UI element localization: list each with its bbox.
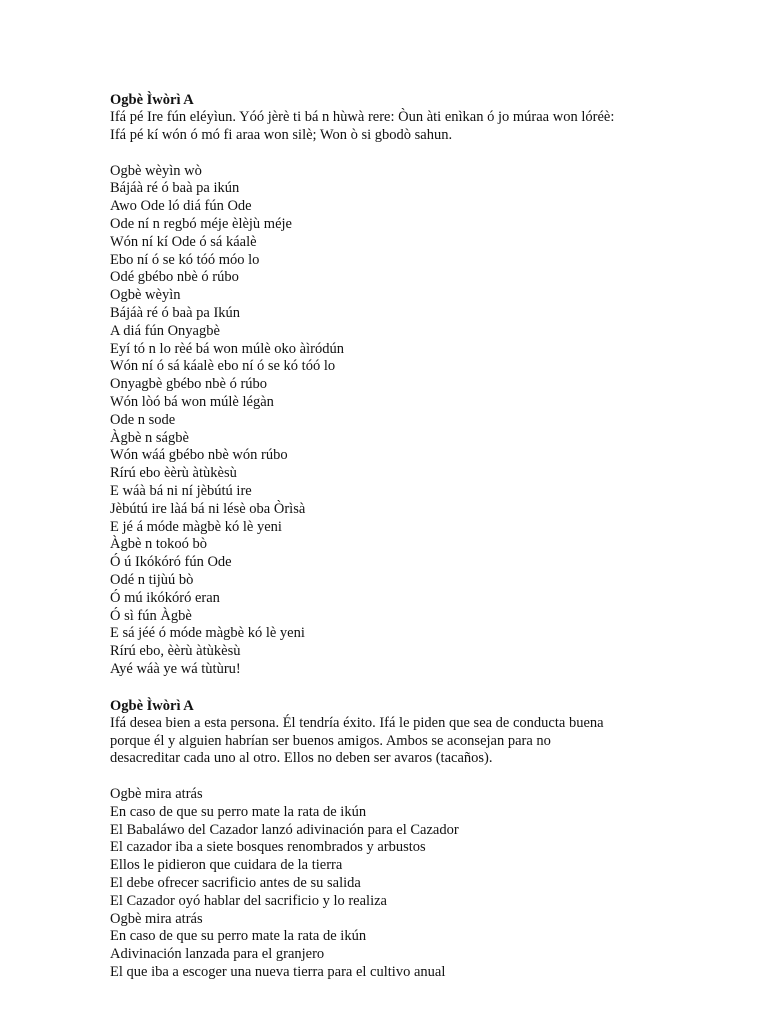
- section-yoruba: [110, 91, 760, 679]
- intro-line: porque él y alguien habrían ser buenos amigos. Ambos se aconsejan para no: [110, 732, 551, 749]
- verse-line: E jé á móde màgbè kó lè yeni: [110, 518, 282, 535]
- verse-line: Jèbútú ire làá bá ni lésè oba Òrìsà: [110, 500, 306, 517]
- verse-line: Ayé wáà ye wá tùtùru!: [110, 660, 241, 677]
- verse-line: Adivinación lanzada para el granjero: [110, 946, 325, 963]
- verse-line: A diá fún Onyagbè: [110, 322, 220, 339]
- verse-line: El que iba a escoger una nueva tierra para el cultivo anual: [110, 964, 446, 981]
- verse-block: [110, 786, 760, 982]
- section-heading: Ogbè Ìwòrì A: [110, 92, 194, 108]
- verse-line: Ogbè wèyìn wò: [110, 162, 202, 179]
- verse-line: Wón lòó bá won múlè légàn: [110, 393, 274, 410]
- verse-line: Odé gbébo nbè ó rúbo: [110, 269, 239, 286]
- verse-line: Ebo ní ó se kó tóó móo lo: [110, 251, 260, 268]
- verse-line: Àgbè n tokoó bò: [110, 536, 208, 553]
- verse-line: Ogbè mira atrás: [110, 910, 203, 927]
- verse-line: Onyagbè gbébo nbè ó rúbo: [110, 376, 268, 393]
- verse-line: El Babaláwo del Cazador lanzó adivinación para el Cazador: [110, 821, 459, 838]
- document-page: [110, 91, 760, 982]
- verse-line: El cazador iba a siete bosques renombrados y arbustos: [110, 839, 426, 856]
- verse-block: [110, 163, 760, 679]
- verse-line: Àgbè n ságbè: [110, 429, 189, 446]
- verse-line: Eyí tó n lo rèé bá won múlè oko àìródún: [110, 340, 344, 357]
- verse-line: Ode n sode: [110, 411, 176, 428]
- verse-line: Ó mú ikókóró eran: [110, 589, 220, 606]
- verse-line: El Cazador oyó hablar del sacrificio y lo realiza: [110, 892, 387, 909]
- verse-line: Rírú ebo èèrù àtùkèsù: [110, 465, 237, 482]
- verse-line: Bájáà ré ó baà pa Ikún: [110, 304, 241, 321]
- verse-line: Ode ní n regbó méje èlèjù méje: [110, 215, 292, 232]
- verse-line: En caso de que su perro mate la rata de ikún: [110, 803, 367, 820]
- intro-line: desacreditar cada uno al otro. Ellos no deben ser avaros (tacaños).: [110, 750, 493, 767]
- verse-line: E wáà bá ni ní jèbútú ire: [110, 482, 252, 499]
- verse-line: Ó ú Ikókóró fún Ode: [110, 554, 232, 571]
- verse-line: Wón ní kí Ode ó sá káalè: [110, 233, 257, 250]
- intro-line: Ifá desea bien a esta persona. Él tendría éxito. Ifá le piden que sea de conducta buena: [110, 714, 604, 731]
- verse-line: En caso de que su perro mate la rata de ikún: [110, 928, 367, 945]
- intro-paragraph: [110, 109, 760, 145]
- verse-line: Rírú ebo, èèrù àtùkèsù: [110, 643, 241, 660]
- verse-line: Ó sì fún Àgbè: [110, 607, 192, 624]
- verse-line: Ogbè wèyìn: [110, 287, 181, 304]
- verse-line: E sá jéé ó móde màgbè kó lè yeni: [110, 625, 305, 642]
- verse-line: Awo Ode ló diá fún Ode: [110, 198, 252, 215]
- section-spanish: [110, 697, 760, 982]
- verse-line: El debe ofrecer sacrificio antes de su salida: [110, 875, 361, 892]
- verse-line: Ogbè mira atrás: [110, 786, 203, 803]
- intro-paragraph: [110, 715, 760, 768]
- verse-line: Wón wáá gbébo nbè wón rúbo: [110, 447, 288, 464]
- verse-line: Ellos le pidieron que cuidara de la tierra: [110, 857, 343, 874]
- verse-line: Wón ní ó sá káalè ebo ní ó se kó tóó lo: [110, 358, 336, 375]
- verse-line: Odé n tijùú bò: [110, 571, 194, 588]
- section-heading: Ogbè Ìwòrì A: [110, 697, 194, 714]
- verse-line: Bájáà ré ó baà pa ikún: [110, 180, 240, 197]
- intro-line: Ifá pé Ire fún eléyìun. Yóó jèrè ti bá n hùwà rere: Òun àti enìkan ó jo múraa won lóréè:: [110, 109, 615, 125]
- intro-line: Ifá pé kí wón ó mó fi araa won silè; Won ò si gbodò sahun.: [110, 126, 453, 143]
